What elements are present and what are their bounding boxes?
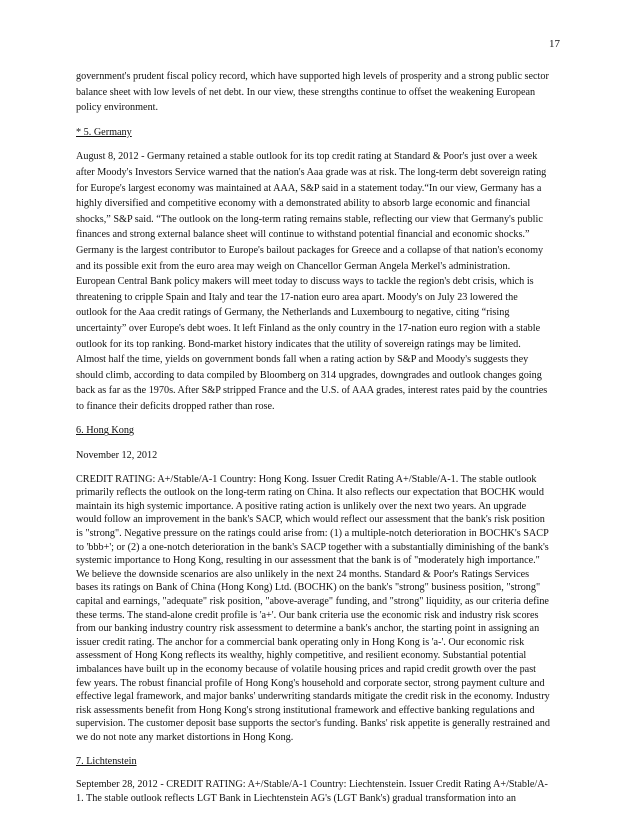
text-line: after Moody's Investors Service warned that the nation's Aaa grade was at risk. The long-term debt sovereign rating: [76, 166, 547, 178]
section-heading-germany: * 5. Germany: [76, 126, 132, 138]
text-line: We believe the downside scenarios are also unlikely in the next 24 months. Standard & Poor's Ratings Services: [76, 568, 530, 580]
text-line: and its possible exit from the euro area may weigh on Chancellor German Angela Merkel's administration.: [76, 260, 511, 272]
text-line: highly diversified and competitive economy with a demonstrated ability to absorb large economic and financial: [76, 198, 531, 210]
text-line: few years. The robust financial profile of Hong Kong's household and corporate sector, strong payment culture and: [76, 677, 545, 689]
text-line: effective legal framework, and major banks' underwriting standards mitigate the credit risk in the economy. Industry: [76, 691, 550, 703]
text-line: these terms. The stand-alone credit profile is 'a+'. Our bank criteria use the economic risk and industry risk scores: [76, 609, 539, 621]
germany-paragraph: [76, 149, 564, 414]
text-line: from our banking industry country risk assessment to determine a bank's anchor, the starting point in assigning an: [76, 623, 540, 635]
text-line: we do not note any market distortions in Hong Kong.: [76, 731, 294, 743]
text-line: government's prudent fiscal policy record, which have supported high levels of prosperity and a strong public sector: [76, 71, 549, 82]
text-line: is "strong". Negative pressure on the ratings could arise from: (1) a multiple-notch deterioration in BOCHK's SACP: [76, 528, 549, 540]
text-line: European Central Bank policy makers will meet today to discuss ways to tackle the region's debt crisis, which is: [76, 276, 534, 288]
text-line: CREDIT RATING: A+/Stable/A-1 Country: Hong Kong. Issuer Credit Rating A+/Stable/A-1. The stable outlook: [76, 473, 537, 485]
text-line: imbalances have built up in the economy because of volatile housing prices and rapid credit growth over the past: [76, 663, 536, 675]
section-heading-liechtenstein: 7. Lichtenstein: [76, 755, 137, 767]
text-line: maintain its high systemic importance. A positive rating action is unlikely over the next two years. An upgrade: [76, 500, 527, 512]
section-heading-hong-kong: 6. Hong Kong: [76, 425, 135, 437]
text-line: primarily reflects the outlook on the long-term rating on China. It also reflects our expectation that BOCHK would: [76, 487, 544, 499]
text-line: assessment of Hong Kong reflects its wealthy, highly competitive, and resilient economy. Substantial potential: [76, 650, 527, 662]
text-line: bases its ratings on Bank of China (Hong Kong) Ltd. (BOCHK) on the bank's "strong" business position, "strong": [76, 582, 541, 594]
text-line: supervision. The customer deposit base supports the sector's funding. Banks' risk appetite is generally restrained and: [76, 718, 550, 730]
page-number: 17: [549, 38, 560, 50]
text-line: Germany is the largest contributor to Europe's bailout packages for Greece and a collapse of that nation's economy: [76, 244, 544, 256]
text-line: September 28, 2012 - CREDIT RATING: A+/Stable/A-1 Country: Liechtenstein. Issuer Credit Rating A+/Stable/A-: [76, 779, 548, 791]
text-line: back as far as the 1970s. After S&P stripped France and the U.S. of AAA grades, interest rates paid by the countries: [76, 385, 548, 397]
text-line: finances and strong external balance sheet will continue to withstand potential financial and economic shocks.”: [76, 229, 530, 241]
text-line: shocks,” S&P said. “The outlook on the long-term rating remains stable, reflecting our view that Germany's public: [76, 213, 543, 225]
text-line: to 'bbb+'; or (2) a one-notch deterioration in the bank's SACP together with a substantially diminishing of the bank's: [76, 541, 549, 553]
page-content: [76, 69, 564, 805]
liechtenstein-paragraph: [76, 778, 564, 805]
text-line: systemic importance to Hong Kong, resulting in our assessment that the bank is of "moderately high importance.": [76, 555, 540, 567]
text-line: threatening to cripple Spain and Italy and tear the 17-nation euro area apart. Moody's on July 23 lowered the: [76, 291, 518, 303]
text-line: balance sheet with low levels of net debt. In our view, these strengths continue to offset the weakening European: [76, 86, 536, 98]
text-line: outlook for the Aaa credit ratings of Germany, the Netherlands and Luxembourg to negative, citing “rising: [76, 307, 510, 319]
text-line: 1. The stable outlook reflects LGT Bank in Liechtenstein AG's (LGT Bank's) gradual transformation into an: [76, 792, 516, 804]
text-line: should climb, according to data compiled by Bloomberg on 314 upgrades, downgrades and outlook changes going: [76, 369, 542, 381]
text-line: August 8, 2012 - Germany retained a stable outlook for its top credit rating at Standard & Poor's just over a week: [76, 151, 538, 163]
text-line: issuer credit rating. The anchor for a commercial bank operating only in Hong Kong is 'a-'. Our economic risk: [76, 636, 525, 648]
text-line: for Europe's largest economy was maintained at AAA, S&P said in a statement today.“In our view, Germany has a: [76, 182, 542, 194]
text-line: capital and earnings, "adequate" risk position, "above-average" funding, and "strong" liquidity, as our criteria define: [76, 596, 549, 607]
text-line: risk assessments benefit from Hong Kong's strong institutional framework and effective banking regulations and: [76, 704, 535, 716]
text-line: to finance their deficits dropped rather than rose.: [76, 400, 275, 412]
intro-paragraph: [76, 69, 564, 116]
hong-kong-paragraph: [76, 473, 564, 745]
text-line: uncertainty” over Europe's debt woes. It left Finland as the only country in the 17-nation euro region with a stable: [76, 322, 541, 334]
text-line: would follow an improvement in the bank's SACP, which would reflect our assessment that the bank's risk position: [76, 514, 545, 526]
text-line: policy environment.: [76, 102, 159, 114]
text-line: Almost half the time, yields on government bonds fall when a rating action by S&P and Moody's suggests they: [76, 354, 529, 366]
text-line: outlook for its top ranking. Bond-market history indicates that the utility of sovereign ratings may be limited.: [76, 338, 521, 350]
section-date: November 12, 2012: [76, 450, 158, 462]
